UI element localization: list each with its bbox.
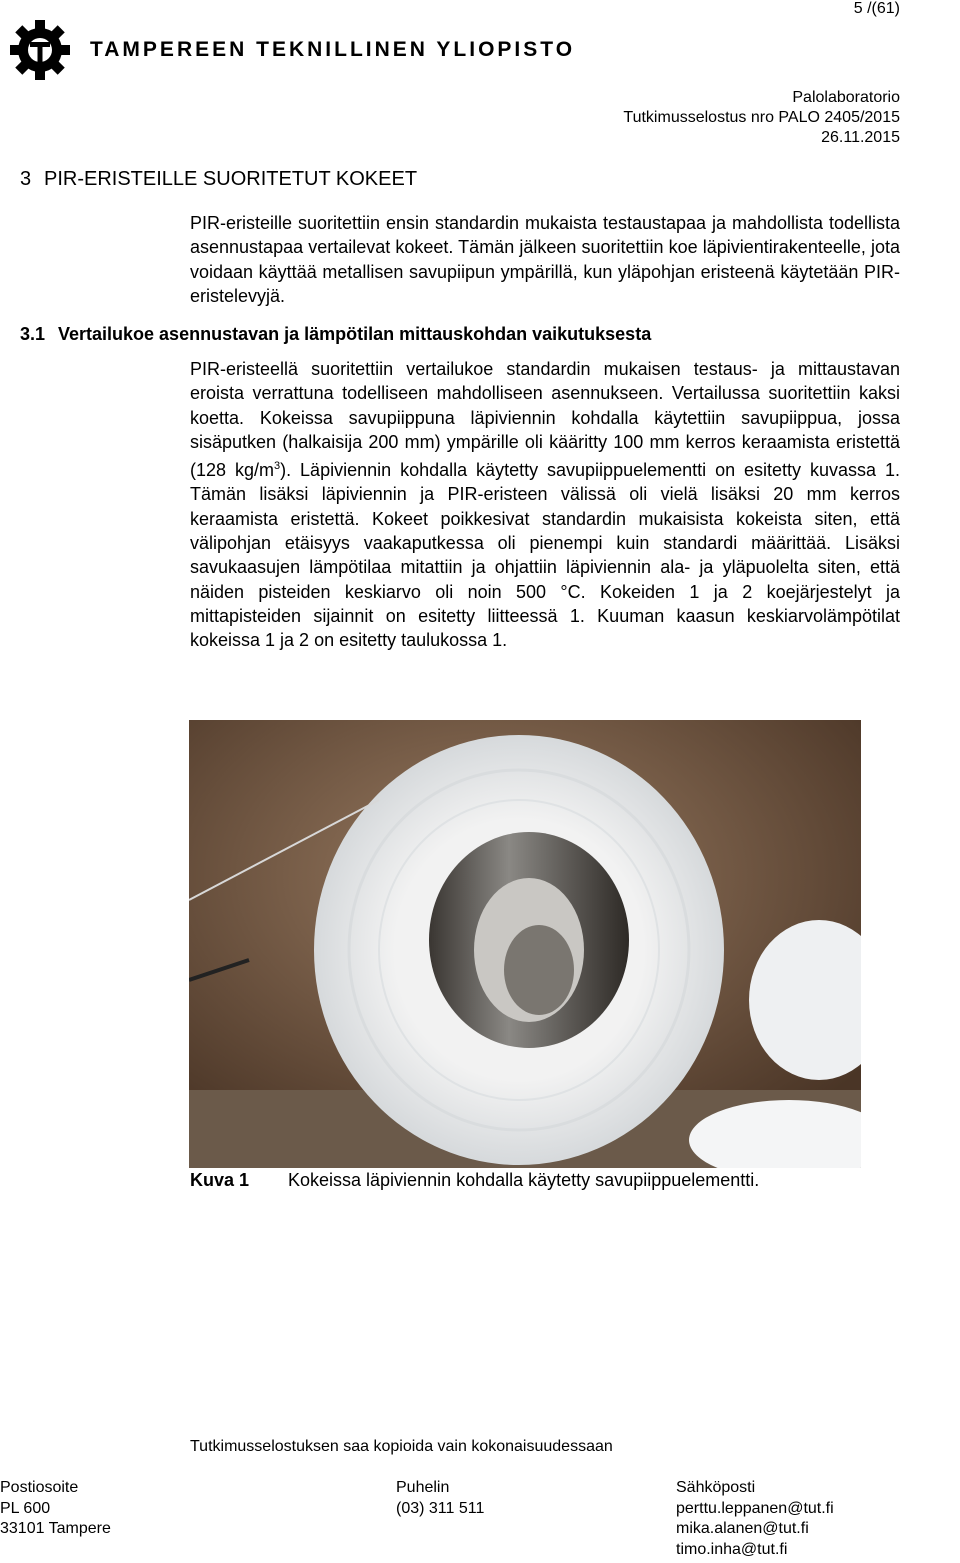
tut-gear-logo-icon (8, 18, 72, 82)
email-label: Sähköposti (676, 1479, 756, 1496)
section-3-intro: PIR-eristeille suoritettiin ensin standardin mukaista testaustapaa ja mahdollista todellista asennustapaa vertailevat kokeet. Tämän jälkeen suoritettiin koe läpivientirakenteelle, jota voidaan käyttää metallisen savupiipun ympärillä, kun yläpohjan eristeenä käytetään PIR-eristelevyjä. (190, 213, 900, 306)
report-number: Tutkimusselostus nro PALO 2405/2015 (623, 109, 900, 126)
footer-email (676, 1478, 834, 1560)
footer-postal (0, 1478, 111, 1540)
phone-label: Puhelin (396, 1479, 450, 1496)
body-text-2: ). Läpiviennin kohdalla käytetty savupiippuelementti on esitetty kuvassa 1. Tämän lisäksi läpiviennin ja PIR-eristeen välissä oli vielä lisäksi 20 mm kerros keraamista eristettä. Kokeet poikkesivat standardin mukaisista kokeista siten, että välipohjan etäisyys vaakaputkessa oli pienempi kuin standardi määrittää. Lisäksi savukaasujen lämpötilaa mitattiin ja ohjattiin läpiviennin ala- ja yläpuolelta siten, että näiden pisteiden keskiarvo oli noin 500 °C. Kokeiden 1 ja 2 koejärjestelyt ja mittapisteiden sijainnit on esitetty liitteessä 1. Kuuman kaasun keskiarvolämpötilat kokeissa 1 ja 2 on esitetty taulukossa 1. (190, 460, 900, 651)
section-3-1-title: Vertailukoe asennustavan ja lämpötilan mittauskohdan vaikutuksesta (58, 324, 652, 344)
figure-caption: Kokeissa läpiviennin kohdalla käytetty savupiippuelementti. (288, 1170, 760, 1190)
postal-city: 33101 Tampere (0, 1520, 111, 1537)
university-name: TAMPEREEN TEKNILLINEN YLIOPISTO (90, 38, 576, 61)
section-3-1-number: 3.1 (20, 324, 46, 344)
body-text-1: PIR-eristeellä suoritettiin vertailukoe standardin mukaisen testaus- ja mittaustavan eroista verrattuna todelliseen mahdolliseen asennukseen. Vertailussa suoritettiin kaksi koetta. Kokeissa savupiippuna läpiviennin kohdalla käytettiin savupiippua, jossa sisäputken (halkaisija 200 mm) ympärille oli kääritty 100 mm kerros keraamista eristettä (128 kg/m (190, 359, 900, 481)
superscript: 3 (273, 460, 281, 473)
section-3-heading (20, 168, 417, 191)
phone-number: (03) 311 511 (396, 1499, 485, 1517)
figure-label: Kuva 1 (190, 1170, 250, 1190)
email-link[interactable]: mika.alanen@tut.fi (676, 1520, 809, 1537)
section-3-number: 3 (20, 168, 32, 190)
report-date: 26.11.2015 (821, 129, 900, 146)
copy-notice: Tutkimusselostuksen saa kopioida vain kokonaisuudessaan (190, 1438, 613, 1455)
section-3-1-heading (20, 324, 651, 345)
postal-label: Postiosoite (0, 1479, 79, 1496)
section-3-1-body (190, 357, 900, 653)
chimney-element-photo (189, 720, 861, 1168)
lab-name: Palolaboratorio (792, 89, 900, 106)
postal-box: PL 600 (0, 1499, 51, 1517)
email-link[interactable]: timo.inha@tut.fi (676, 1540, 788, 1558)
email-link[interactable]: perttu.leppanen@tut.fi (676, 1499, 834, 1517)
section-3-title: PIR-ERISTEILLE SUORITETUT KOKEET (44, 168, 418, 190)
footer-phone (396, 1478, 484, 1519)
page-number: 5 /(61) (853, 0, 900, 17)
